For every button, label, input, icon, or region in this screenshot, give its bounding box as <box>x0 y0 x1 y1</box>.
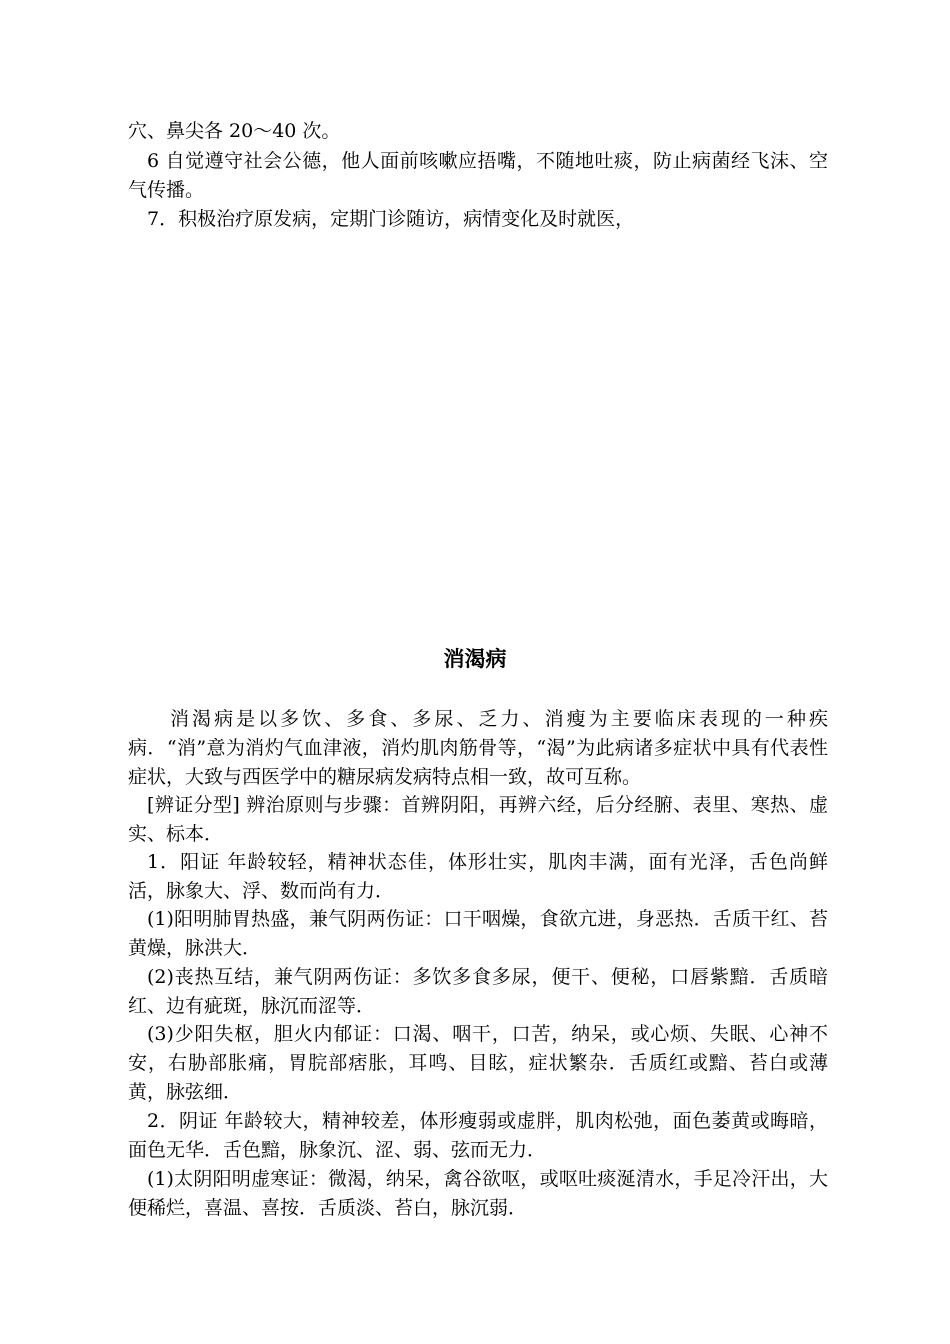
yang-syndrome-paragraph: 1．阳证 年龄较轻，精神状态佳，体形壮实，肌肉丰满，面有光泽，舌色尚鲜活，脉象大、浮、数而尚有力． <box>128 851 828 902</box>
list-item-7: 7．积极治疗原发病，定期门诊随访，病情变化及时就医， <box>147 208 635 230</box>
yin-syndrome-paragraph: 2．阴证 年龄较大，精神较差，体形瘦弱或虚胖，肌肉松弛，面色萎黄或晦暗，面色无华．舌色黯，脉象沉、涩、弱、弦而无力． <box>128 1110 828 1161</box>
yin-syndrome-item-1: (1)太阴阳明虚寒证：微渴，纳呆，禽谷欲呕，或呕吐痰涎清水，手足冷汗出，大便稀烂，喜温、喜按．舌质淡、苔白，脉沉弱． <box>128 1168 828 1219</box>
yang-syndrome-item-3: (3)少阳失枢，胆火内郁证：口渴、咽干，口苦，纳呆，或心烦、失眠、心神不安，右胁部胀痛，胃脘部痞胀，耳鸣、目眩，症状繁杂．舌质红或黯、苔白或薄黄，脉弦细． <box>128 1023 828 1103</box>
list-item-6: 6 自觉遵守社会公德，他人面前咳嗽应捂嘴，不随地吐痰，防止病菌经飞沫、空气传播。 <box>128 150 828 201</box>
text-line-acupoint: 穴、鼻尖各 20～40 次。 <box>128 120 341 142</box>
bianzheng-paragraph: [辨证分型] 辨治原则与步骤：首辨阴阳，再辨六经，后分经腑、表里、寒热、虚实、标本． <box>128 794 828 845</box>
yang-syndrome-item-2: (2)丧热互结，兼气阴两伤证：多饮多食多尿，便干、便秘，口唇紫黯．舌质暗红、边有疵斑，脉沉而涩等． <box>128 966 828 1017</box>
intro-paragraph: 消渴病是以多饮、多食、多尿、乏力、消瘦为主要临床表现的一种疾病．“消”意为消灼气血津液，消灼肌肉筋骨等，“渴”为此病诸多症状中具有代表性症状，大致与西医学中的糖尿病发病特点相一致，故可互称。 <box>128 708 828 788</box>
section-title: 消渴病 <box>443 647 507 671</box>
yang-syndrome-item-1: (1)阳明肺胃热盛，兼气阴两伤证：口干咽燥，食欲亢进，身恶热．舌质干红、苔黄燥，脉洪大． <box>128 908 828 959</box>
